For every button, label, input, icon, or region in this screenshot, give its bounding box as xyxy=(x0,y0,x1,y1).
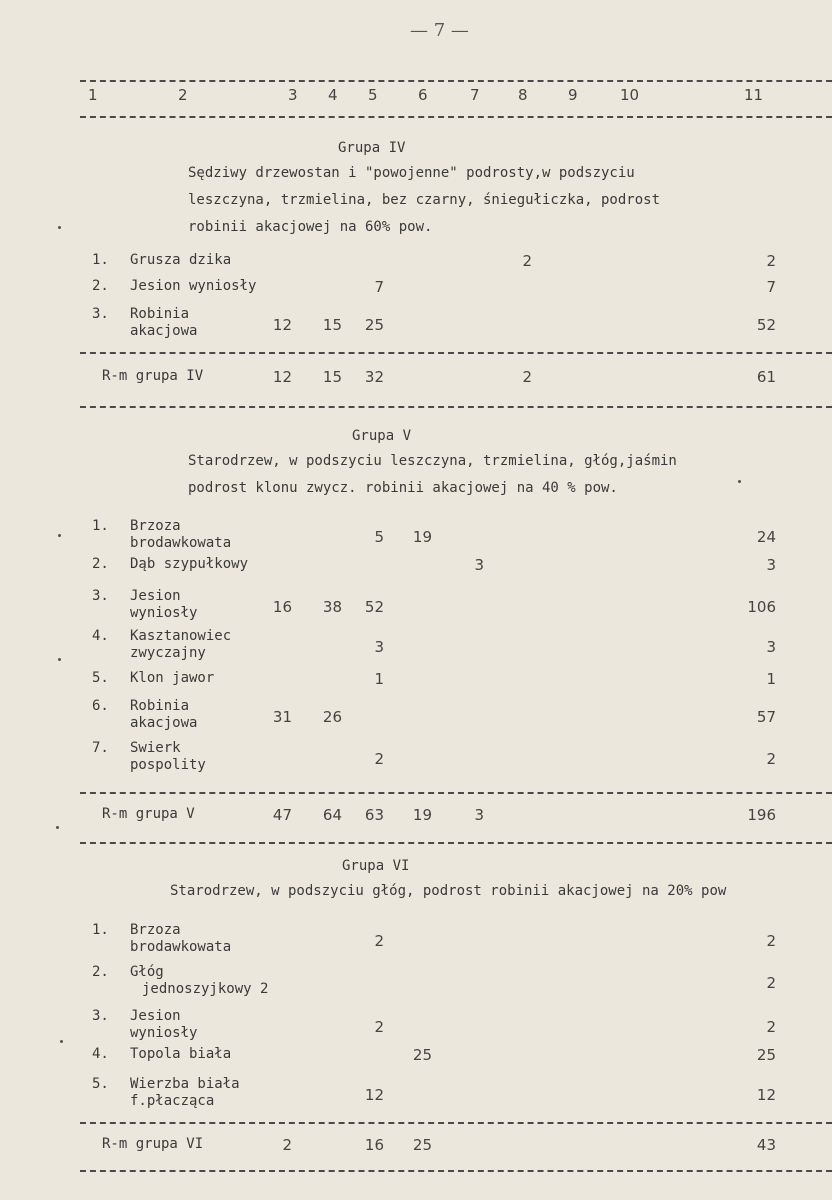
column-header-8: 8 xyxy=(518,86,528,104)
scan-speck xyxy=(58,658,61,661)
species-name: wyniosły xyxy=(130,1025,198,1041)
row-number: 6. xyxy=(92,698,109,714)
species-name: Klon jawor xyxy=(130,670,215,686)
cell-c5: 52 xyxy=(364,598,384,616)
group-description: Starodrzew, w podszyciu leszczyna, trzmielina, głóg,jaśmin xyxy=(188,453,677,469)
cell-c4: 64 xyxy=(322,806,342,824)
column-header-5: 5 xyxy=(368,86,378,104)
cell-c3: 47 xyxy=(272,806,292,824)
cell-c4: 15 xyxy=(322,316,342,334)
species-name: brodawkowata xyxy=(130,939,232,955)
cell-c5: 2 xyxy=(374,932,384,950)
row-number: 2. xyxy=(92,556,109,572)
sum-label: R-m grupa V xyxy=(102,806,195,822)
header-rule-bottom xyxy=(80,116,832,118)
cell-c3: 12 xyxy=(272,316,292,334)
cell-c8: 2 xyxy=(522,252,532,270)
cell-c4: 15 xyxy=(322,368,342,386)
row-number: 5. xyxy=(92,1076,109,1092)
sum-rule-top xyxy=(80,1122,832,1124)
scan-speck xyxy=(56,826,59,829)
cell-c11: 2 xyxy=(766,1018,776,1036)
cell-c11: 61 xyxy=(756,368,776,386)
column-header-10: 10 xyxy=(620,86,640,104)
cell-c11: 7 xyxy=(766,278,776,296)
header-rule-top xyxy=(80,80,832,82)
column-header-4: 4 xyxy=(328,86,338,104)
cell-c7: 3 xyxy=(474,556,484,574)
cell-c3: 31 xyxy=(272,708,292,726)
cell-c11: 196 xyxy=(747,806,776,824)
cell-c7: 3 xyxy=(474,806,484,824)
row-number: 2. xyxy=(92,964,109,980)
species-name: Brzoza xyxy=(130,518,181,534)
cell-c5: 63 xyxy=(364,806,384,824)
cell-c5: 3 xyxy=(374,638,384,656)
cell-c4: 38 xyxy=(322,598,342,616)
species-name: Jesion wyniosły xyxy=(130,278,257,294)
group-description: Sędziwy drzewostan i "powojenne" podrosty,w podszyciu xyxy=(188,165,635,181)
cell-c11: 2 xyxy=(766,974,776,992)
row-number: 2. xyxy=(92,278,109,294)
species-name: Brzoza xyxy=(130,922,181,938)
species-name: akacjowa xyxy=(130,715,198,731)
column-header-1: 1 xyxy=(88,86,98,104)
group-description: robinii akacjowej na 60% pow. xyxy=(188,219,433,235)
row-number: 1. xyxy=(92,252,109,268)
column-header-2: 2 xyxy=(178,86,188,104)
species-name: akacjowa xyxy=(130,323,198,339)
cell-c11: 3 xyxy=(766,556,776,574)
species-name: Swierk xyxy=(130,740,181,756)
row-number: 3. xyxy=(92,306,109,322)
sum-rule-bottom xyxy=(80,406,832,408)
row-number: 5. xyxy=(92,670,109,686)
cell-c11: 12 xyxy=(756,1086,776,1104)
cell-c6: 19 xyxy=(412,806,432,824)
species-name: pospolity xyxy=(130,757,206,773)
scan-speck xyxy=(58,226,61,229)
row-number: 4. xyxy=(92,1046,109,1062)
group-title: Grupa V xyxy=(352,428,412,444)
species-name: Topola biała xyxy=(130,1046,232,1062)
cell-c5: 7 xyxy=(374,278,384,296)
species-name: Jesion xyxy=(130,1008,181,1024)
cell-c3: 12 xyxy=(272,368,292,386)
cell-c5: 12 xyxy=(364,1086,384,1104)
species-name: Robinia xyxy=(130,306,190,322)
cell-c5: 16 xyxy=(364,1136,384,1154)
row-number: 1. xyxy=(92,922,109,938)
cell-c5: 2 xyxy=(374,750,384,768)
cell-c11: 2 xyxy=(766,932,776,950)
scan-speck xyxy=(58,534,61,537)
species-name: f.płacząca xyxy=(130,1093,215,1109)
species-name: wyniosły xyxy=(130,605,198,621)
cell-c5: 5 xyxy=(374,528,384,546)
sum-rule-top xyxy=(80,792,832,794)
group-description: Starodrzew, w podszyciu głóg, podrost robinii akacjowej na 20% pow xyxy=(170,883,727,899)
cell-c11: 57 xyxy=(756,708,776,726)
scan-speck xyxy=(738,480,741,483)
cell-c11: 3 xyxy=(766,638,776,656)
cell-c11: 1 xyxy=(766,670,776,688)
group-description: leszczyna, trzmielina, bez czarny, śniegułiczka, podrost xyxy=(188,192,661,208)
species-name: Grusza dzika xyxy=(130,252,232,268)
row-number: 3. xyxy=(92,1008,109,1024)
cell-c6: 25 xyxy=(412,1136,432,1154)
cell-c11: 52 xyxy=(756,316,776,334)
species-name: brodawkowata xyxy=(130,535,232,551)
column-header-6: 6 xyxy=(418,86,428,104)
cell-c5: 2 xyxy=(374,1018,384,1036)
species-name: Kasztanowiec xyxy=(130,628,232,644)
sum-rule-bottom xyxy=(80,1170,832,1172)
species-name: Wierzba biała xyxy=(130,1076,240,1092)
row-number: 1. xyxy=(92,518,109,534)
sum-label: R-m grupa VI xyxy=(102,1136,204,1152)
species-name: Robinia xyxy=(130,698,190,714)
cell-c6: 19 xyxy=(412,528,432,546)
sum-rule-top xyxy=(80,352,832,354)
cell-c11: 25 xyxy=(756,1046,776,1064)
sum-rule-bottom xyxy=(80,842,832,844)
column-header-11: 11 xyxy=(744,86,764,104)
cell-c11: 106 xyxy=(747,598,776,616)
scan-speck xyxy=(60,1040,63,1043)
column-header-9: 9 xyxy=(568,86,578,104)
page-number: — 7 — xyxy=(410,20,469,41)
cell-c8: 2 xyxy=(522,368,532,386)
sum-label: R-m grupa IV xyxy=(102,368,204,384)
group-title: Grupa IV xyxy=(338,140,406,156)
row-number: 3. xyxy=(92,588,109,604)
cell-c11: 43 xyxy=(756,1136,776,1154)
species-name: Głóg xyxy=(130,964,164,980)
cell-c5: 1 xyxy=(374,670,384,688)
cell-c11: 2 xyxy=(766,252,776,270)
cell-c3: 16 xyxy=(272,598,292,616)
row-number: 7. xyxy=(92,740,109,756)
cell-c6: 25 xyxy=(412,1046,432,1064)
cell-c11: 2 xyxy=(766,750,776,768)
species-name: jednoszyjkowy 2 xyxy=(142,981,269,997)
cell-c3: 2 xyxy=(282,1136,292,1154)
species-name: Jesion xyxy=(130,588,181,604)
cell-c5: 25 xyxy=(364,316,384,334)
cell-c4: 26 xyxy=(322,708,342,726)
group-title: Grupa VI xyxy=(342,858,410,874)
column-header-7: 7 xyxy=(470,86,480,104)
cell-c11: 24 xyxy=(756,528,776,546)
group-description: podrost klonu zwycz. robinii akacjowej na 40 % pow. xyxy=(188,480,618,496)
species-name: zwyczajny xyxy=(130,645,206,661)
column-header-3: 3 xyxy=(288,86,298,104)
row-number: 4. xyxy=(92,628,109,644)
cell-c5: 32 xyxy=(364,368,384,386)
species-name: Dąb szypułkowy xyxy=(130,556,249,572)
